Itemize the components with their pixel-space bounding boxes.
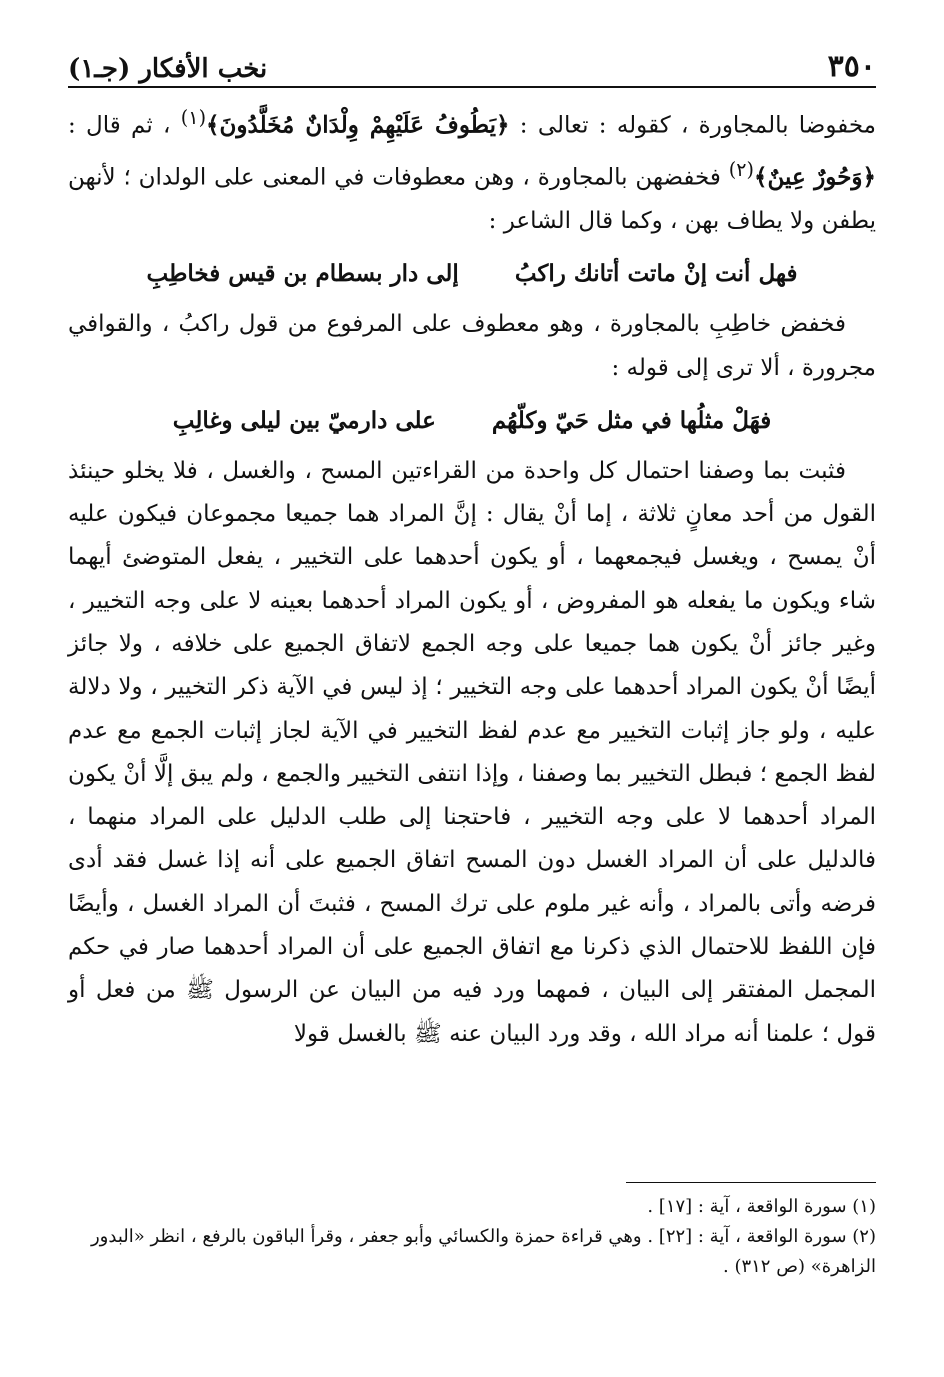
paragraph-1-rest: فخفضهن بالمجاورة ، وهن معطوفات في المعنى على الولدان ؛ لأنهن يطفن ولا يطاف بهن ، وكما قال الشاعر :: [68, 164, 876, 234]
footnote-ref-1: (١): [180, 106, 207, 129]
verse-1-second-hemistich: إلى دار بسطام بن قيس فخاطِبِ: [146, 260, 459, 288]
poetry-verse-1: [68, 247, 876, 301]
verse-1-first-hemistich: فهل أنت إنْ ماتت أتانك راكبُ: [514, 260, 798, 288]
page-header: [68, 34, 876, 84]
footnote-ref-2: (٢): [728, 157, 755, 181]
footnote-2: (٢) سورة الواقعة ، آية : [٢٢] . وهي قراءة حمزة والكسائي وأبو جعفر ، وقرأ الباقون بالرفع ، انظر «البدور الزاهرة» (ص ٣١٢) .: [90, 1226, 876, 1277]
poetry-verse-2: [68, 394, 876, 448]
paragraph-1-intro: مخفوضا بالمجاورة ، كقوله : تعالى :: [509, 112, 877, 139]
running-title: نخب الأفكار (جـ١): [68, 54, 268, 84]
paragraph-3: فثبت بما وصفنا احتمال كل واحدة من القراءتين المسح ، والغسل ، فلا يخلو حينئذ القول من أحد معانٍ ثلاثة ، إما أنْ يقال : إنَّ المراد هما جميعا مجموعان فيكون عليه أنْ يمسح ، ويغسل فيجمعهما ، أو يكون أحدهما على التخيير ، يفعل المتوضئ أيهما شاء ويكون ما يفعله هو المفروض ، أو يكون المراد أحدهما بعينه لا على وجه التخيير ، وغير جائز أنْ يكون هما جميعا على وجه الجمع لاتفاق الجميع على خلافه ، ولا جائز أيضًا أنْ يكون المراد أحدهما على وجه التخيير ؛ إذ ليس في الآية ذكر التخيير ، ولا دلالة عليه ، ولو جاز إثبات التخيير مع عدم لفظ التخيير في الآية لجاز إثبات الجمع مع عدم لفظ الجمع ؛ فبطل التخيير بما وصفنا ، وإذا انتفى التخيير والجمع ، ولم يبق إلَّا أنْ يكون المراد أحدهما لا على وجه التخيير ، فاحتجنا إلى طلب الدليل على المراد منهما ، فالدليل على أن المراد الغسل دون المسح اتفاق الجميع على أنه إذا غسل فقد أدى فرضه وأتى بالمراد ، وأنه غير ملوم على ترك المسح ، فثبتَ أن المراد الغسل ، وأيضًا فإن اللفظ للاحتمال الذي ذكرنا مع اتفاق الجميع على أن المراد أحدهما صار في حكم المجمل المفتقر إلى البيان ، فمهما ورد فيه من البيان عن الرسول ﷺ من فعل أو قول ؛ علمنا أنه مراد الله ، وقد ورد البيان عنه ﷺ بالغسل قولا: [68, 457, 876, 1047]
header-rule: [68, 86, 876, 88]
quran-quote-1: ﴿يَطُوفُ عَلَيْهِمْ وِلْدَانٌ مُخَلَّدُونَ﴾: [206, 111, 510, 139]
main-text: [68, 96, 876, 1056]
quran-quote-2: ﴿وَحُورٌ عِينٌ﴾: [754, 163, 876, 191]
paragraph-2: فخفض خاطِبِ بالمجاورة ، وهو معطوف على المرفوع من قول راكبُ ، والقوافي مجرورة ، ألا ترى إلى قوله :: [68, 311, 876, 381]
footnote-1: (١) سورة الواقعة ، آية : [١٧] .: [647, 1196, 876, 1217]
footnote-rule: [626, 1182, 876, 1183]
page-number: ٣٥٠: [827, 49, 876, 84]
verse-2-first-hemistich: فهَلْ مثلُها في مثل حَيّ وكلّهُم: [491, 406, 772, 434]
paragraph-1-connector: ، ثم قال :: [68, 112, 181, 139]
footnotes: [68, 1192, 876, 1282]
paragraph-1: [68, 96, 876, 243]
verse-2-second-hemistich: على دارميّ بين ليلى وغالِبِ: [172, 406, 436, 434]
